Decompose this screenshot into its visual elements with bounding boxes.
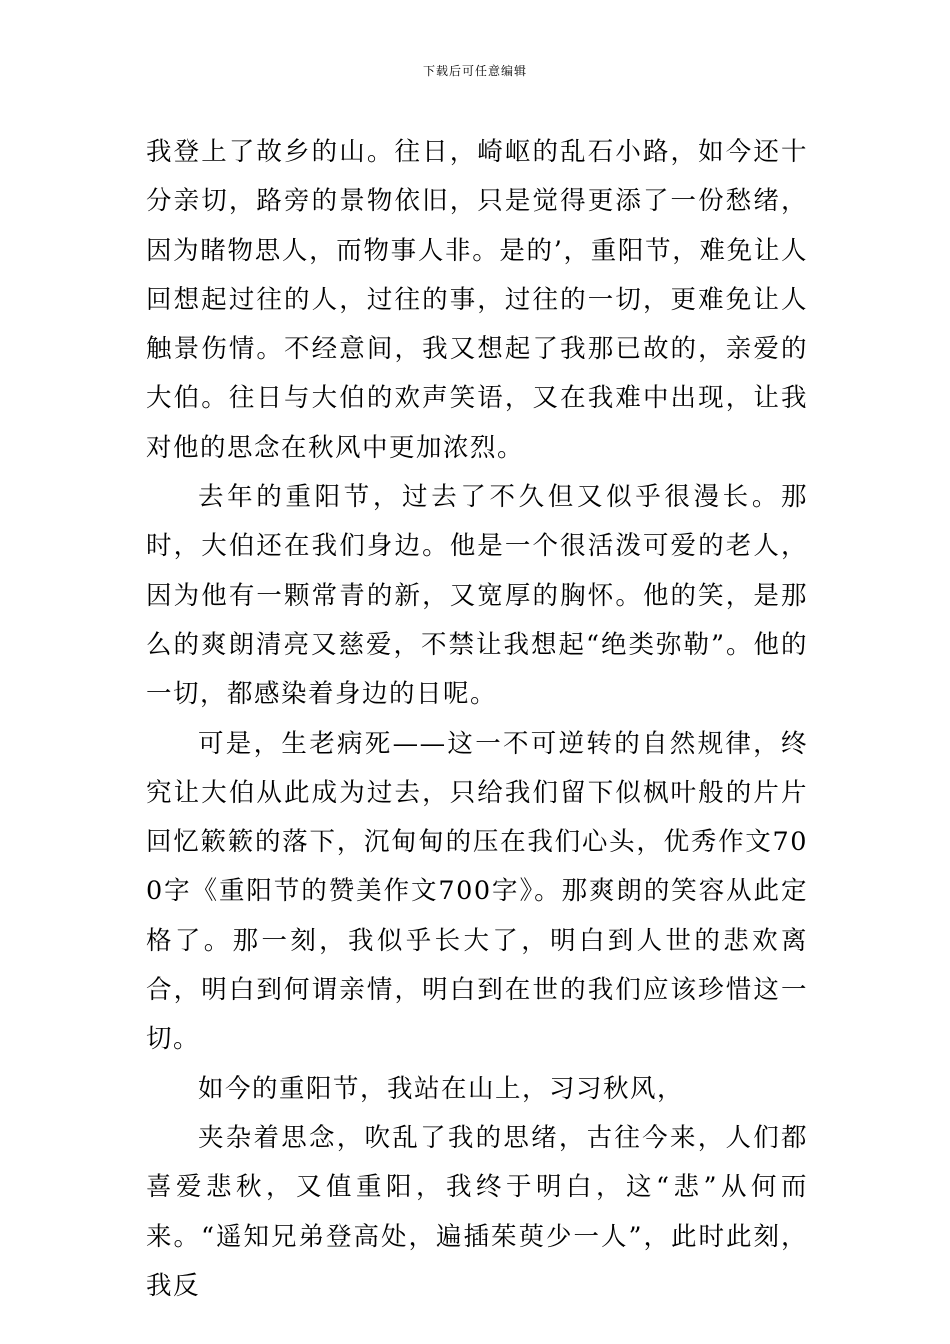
paragraph-1: 我登上了故乡的山。往日，崎岖的乱石小路，如今还十分亲切，路旁的景物依旧，只是觉得更添了一份愁绪，因为睹物思人，而物事人非。是的’，重阳节，难免让人回想起过往的人，过往的事，过往的一切，更难免让人触景伤情。不经意间，我又想起了我那已故的，亲爱的大伯。往日与大伯的欢声笑语，又在我难中出现，让我对他的思念在秋风中更加浓烈。 <box>146 137 808 463</box>
paragraph-2: 去年的重阳节，过去了不久但又似乎很漫长。那时，大伯还在我们身边。他是一个很活泼可爱的老人，因为他有一颗常青的新，又宽厚的胸怀。他的笑，是那么的爽朗清亮又慈爱，不禁让我想起“绝类弥勒”。他的一切，都感染着身边的日呢。 <box>146 482 808 710</box>
paragraph-4: 如今的重阳节，我站在山上，习习秋风， <box>198 1073 685 1104</box>
paragraph-3: 可是，生老病死——这一不可逆转的自然规律，终究让大伯从此成为过去，只给我们留下似枫叶般的片片回忆簌簌的落下，沉甸甸的压在我们心头，优秀作文700字《重阳节的赞美作文700字》。那爽朗的笑容从此定格了。那一刻，我似乎长大了，明白到人世的悲欢离合，明白到何谓亲情，明白到在世的我们应该珍惜这一切。 <box>146 728 808 1055</box>
page-header: 下载后可任意编辑 <box>422 64 527 78</box>
article-body <box>146 128 808 1311</box>
paragraph-5: 夹杂着思念，吹乱了我的思绪，古往今来，人们都喜爱悲秋，又值重阳，我终于明白，这“悲”从何而来。“遥知兄弟登高处，遍插茱萸少一人”，此时此刻，我反 <box>146 1122 808 1301</box>
